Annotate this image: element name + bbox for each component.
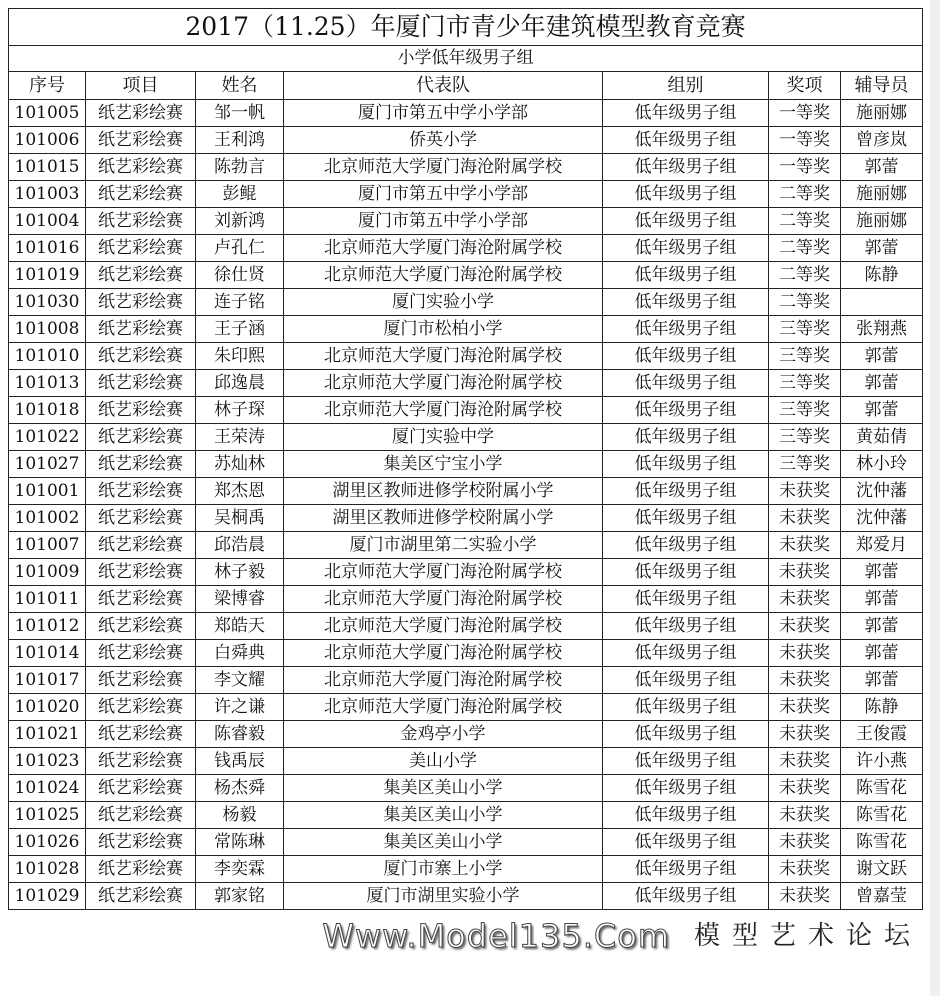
table-cell: 纸艺彩绘赛 — [86, 883, 196, 910]
table-cell: 厦门市湖里第二实验小学 — [284, 532, 603, 559]
table-cell: 未获奖 — [769, 559, 841, 586]
column-header: 项目 — [86, 72, 196, 100]
table-cell: 三等奖 — [769, 397, 841, 424]
table-cell: 美山小学 — [284, 748, 603, 775]
table-cell: 北京师范大学厦门海沧附属学校 — [284, 667, 603, 694]
table-cell: 未获奖 — [769, 586, 841, 613]
table-cell: 纸艺彩绘赛 — [86, 289, 196, 316]
table-row — [9, 667, 923, 694]
column-header: 序号 — [9, 72, 86, 100]
table-cell: 未获奖 — [769, 721, 841, 748]
table-cell: 施丽娜 — [841, 208, 923, 235]
table-row — [9, 424, 923, 451]
table-cell: 纸艺彩绘赛 — [86, 370, 196, 397]
table-cell: 厦门市第五中学小学部 — [284, 208, 603, 235]
table-cell: 北京师范大学厦门海沧附属学校 — [284, 613, 603, 640]
table-cell: 纸艺彩绘赛 — [86, 667, 196, 694]
table-cell: 纸艺彩绘赛 — [86, 505, 196, 532]
table-cell: 王荣涛 — [196, 424, 284, 451]
table-cell: 郭蕾 — [841, 154, 923, 181]
table-cell: 集美区美山小学 — [284, 802, 603, 829]
table-cell: 低年级男子组 — [603, 748, 769, 775]
table-cell: 郭家铭 — [196, 883, 284, 910]
table-row — [9, 721, 923, 748]
page-title: 2017（11.25）年厦门市青少年建筑模型教育竞赛 — [9, 9, 923, 46]
table-cell: 低年级男子组 — [603, 100, 769, 127]
table-cell: 101015 — [9, 154, 86, 181]
table-cell: 101023 — [9, 748, 86, 775]
table-cell: 北京师范大学厦门海沧附属学校 — [284, 397, 603, 424]
table-cell: 低年级男子组 — [603, 775, 769, 802]
table-cell: 二等奖 — [769, 208, 841, 235]
table-cell: 101025 — [9, 802, 86, 829]
table-cell: 厦门市湖里实验小学 — [284, 883, 603, 910]
table-cell: 苏灿林 — [196, 451, 284, 478]
table-cell: 施丽娜 — [841, 100, 923, 127]
table-cell: 许之谦 — [196, 694, 284, 721]
table-cell: 未获奖 — [769, 613, 841, 640]
table-cell: 一等奖 — [769, 100, 841, 127]
table-cell: 纸艺彩绘赛 — [86, 802, 196, 829]
table-cell: 常陈琳 — [196, 829, 284, 856]
table-cell: 纸艺彩绘赛 — [86, 424, 196, 451]
table-row — [9, 316, 923, 343]
table-cell: 集美区宁宝小学 — [284, 451, 603, 478]
table-cell: 梁博睿 — [196, 586, 284, 613]
table-cell: 纸艺彩绘赛 — [86, 181, 196, 208]
table-cell: 纸艺彩绘赛 — [86, 829, 196, 856]
table-cell: 未获奖 — [769, 478, 841, 505]
table-row — [9, 694, 923, 721]
table-cell: 北京师范大学厦门海沧附属学校 — [284, 235, 603, 262]
table-cell: 北京师范大学厦门海沧附属学校 — [284, 559, 603, 586]
table-cell: 低年级男子组 — [603, 127, 769, 154]
table-cell: 纸艺彩绘赛 — [86, 640, 196, 667]
table-cell: 林小玲 — [841, 451, 923, 478]
table-cell: 纸艺彩绘赛 — [86, 856, 196, 883]
table-cell: 三等奖 — [769, 370, 841, 397]
table-cell: 郭蕾 — [841, 559, 923, 586]
table-cell: 王俊霞 — [841, 721, 923, 748]
table-cell: 施丽娜 — [841, 181, 923, 208]
table-cell: 北京师范大学厦门海沧附属学校 — [284, 640, 603, 667]
column-header: 组别 — [603, 72, 769, 100]
table-cell: 101014 — [9, 640, 86, 667]
table-row — [9, 343, 923, 370]
watermark — [8, 916, 922, 956]
table-row — [9, 100, 923, 127]
table-cell: 101022 — [9, 424, 86, 451]
table-cell: 低年级男子组 — [603, 424, 769, 451]
column-header: 奖项 — [769, 72, 841, 100]
header-row — [9, 72, 923, 100]
table-cell: 陈静 — [841, 262, 923, 289]
table-cell: 未获奖 — [769, 856, 841, 883]
table-cell: 郭蕾 — [841, 370, 923, 397]
table-cell: 101029 — [9, 883, 86, 910]
table-cell: 低年级男子组 — [603, 154, 769, 181]
table-cell: 陈睿毅 — [196, 721, 284, 748]
table-cell: 郭蕾 — [841, 397, 923, 424]
table-cell: 北京师范大学厦门海沧附属学校 — [284, 262, 603, 289]
table-cell: 101027 — [9, 451, 86, 478]
table-cell: 二等奖 — [769, 181, 841, 208]
column-header: 姓名 — [196, 72, 284, 100]
table-cell: 郭蕾 — [841, 667, 923, 694]
table-cell: 厦门实验小学 — [284, 289, 603, 316]
table-cell: 白舜典 — [196, 640, 284, 667]
table-cell: 低年级男子组 — [603, 721, 769, 748]
table-cell: 林子毅 — [196, 559, 284, 586]
table-cell: 二等奖 — [769, 262, 841, 289]
table-cell: 卢孔仁 — [196, 235, 284, 262]
table-cell: 低年级男子组 — [603, 235, 769, 262]
table-cell: 低年级男子组 — [603, 478, 769, 505]
table-cell: 纸艺彩绘赛 — [86, 559, 196, 586]
column-header: 代表队 — [284, 72, 603, 100]
table-cell: 杨毅 — [196, 802, 284, 829]
table-cell: 纸艺彩绘赛 — [86, 154, 196, 181]
table-cell: 纸艺彩绘赛 — [86, 343, 196, 370]
table-cell: 北京师范大学厦门海沧附属学校 — [284, 154, 603, 181]
table-cell: 未获奖 — [769, 532, 841, 559]
table-cell: 纸艺彩绘赛 — [86, 748, 196, 775]
table-cell: 厦门市松柏小学 — [284, 316, 603, 343]
table-cell: 三等奖 — [769, 343, 841, 370]
table-cell — [841, 289, 923, 316]
table-cell: 101018 — [9, 397, 86, 424]
table-cell: 低年级男子组 — [603, 586, 769, 613]
table-cell: 101024 — [9, 775, 86, 802]
table-cell: 101002 — [9, 505, 86, 532]
table-cell: 李奕霖 — [196, 856, 284, 883]
table-cell: 郭蕾 — [841, 613, 923, 640]
table-row — [9, 451, 923, 478]
table-cell: 北京师范大学厦门海沧附属学校 — [284, 370, 603, 397]
results-table — [8, 8, 923, 910]
table-cell: 吴桐禹 — [196, 505, 284, 532]
table-cell: 郭蕾 — [841, 586, 923, 613]
table-cell: 曾嘉莹 — [841, 883, 923, 910]
table-cell: 三等奖 — [769, 316, 841, 343]
table-cell: 侨英小学 — [284, 127, 603, 154]
table-cell: 低年级男子组 — [603, 370, 769, 397]
table-cell: 低年级男子组 — [603, 343, 769, 370]
table-cell: 未获奖 — [769, 667, 841, 694]
table-cell: 纸艺彩绘赛 — [86, 721, 196, 748]
table-row — [9, 640, 923, 667]
table-cell: 低年级男子组 — [603, 559, 769, 586]
table-cell: 郑皓天 — [196, 613, 284, 640]
table-cell: 101013 — [9, 370, 86, 397]
table-cell: 低年级男子组 — [603, 208, 769, 235]
table-cell: 101001 — [9, 478, 86, 505]
table-row — [9, 829, 923, 856]
table-cell: 集美区美山小学 — [284, 829, 603, 856]
table-row — [9, 532, 923, 559]
table-cell: 一等奖 — [769, 127, 841, 154]
page-edge — [930, 0, 940, 996]
table-cell: 郭蕾 — [841, 640, 923, 667]
table-cell: 谢文跃 — [841, 856, 923, 883]
table-cell: 连子铭 — [196, 289, 284, 316]
table-cell: 101017 — [9, 667, 86, 694]
table-cell: 101012 — [9, 613, 86, 640]
table-cell: 101011 — [9, 586, 86, 613]
table-row — [9, 370, 923, 397]
table-row — [9, 748, 923, 775]
table-row — [9, 235, 923, 262]
watermark-url: Www.Model135.Com — [322, 917, 670, 955]
table-cell: 厦门市第五中学小学部 — [284, 181, 603, 208]
table-cell: 纸艺彩绘赛 — [86, 478, 196, 505]
table-cell: 101016 — [9, 235, 86, 262]
table-cell: 沈仲藩 — [841, 505, 923, 532]
table-row — [9, 802, 923, 829]
table-row — [9, 505, 923, 532]
table-cell: 纸艺彩绘赛 — [86, 262, 196, 289]
table-cell: 101019 — [9, 262, 86, 289]
table-cell: 陈静 — [841, 694, 923, 721]
table-cell: 陈勃言 — [196, 154, 284, 181]
table-cell: 曾彦岚 — [841, 127, 923, 154]
table-cell: 101007 — [9, 532, 86, 559]
table-cell: 北京师范大学厦门海沧附属学校 — [284, 694, 603, 721]
table-cell: 北京师范大学厦门海沧附属学校 — [284, 586, 603, 613]
table-cell: 纸艺彩绘赛 — [86, 613, 196, 640]
table-row — [9, 856, 923, 883]
column-header: 辅导员 — [841, 72, 923, 100]
table-cell: 101008 — [9, 316, 86, 343]
table-cell: 低年级男子组 — [603, 613, 769, 640]
table-cell: 纸艺彩绘赛 — [86, 127, 196, 154]
table-cell: 陈雪花 — [841, 829, 923, 856]
table-cell: 纸艺彩绘赛 — [86, 316, 196, 343]
table-cell: 101026 — [9, 829, 86, 856]
table-cell: 纸艺彩绘赛 — [86, 532, 196, 559]
table-cell: 一等奖 — [769, 154, 841, 181]
table-row — [9, 775, 923, 802]
table-cell: 刘新鸿 — [196, 208, 284, 235]
table-cell: 纸艺彩绘赛 — [86, 208, 196, 235]
table-row — [9, 262, 923, 289]
table-cell: 未获奖 — [769, 748, 841, 775]
watermark-forum: 模型艺术论坛 — [693, 921, 922, 951]
table-cell: 101010 — [9, 343, 86, 370]
table-row — [9, 127, 923, 154]
table-cell: 101009 — [9, 559, 86, 586]
table-cell: 未获奖 — [769, 829, 841, 856]
table-cell: 101004 — [9, 208, 86, 235]
table-cell: 邱浩晨 — [196, 532, 284, 559]
table-cell: 纸艺彩绘赛 — [86, 775, 196, 802]
table-cell: 低年级男子组 — [603, 532, 769, 559]
table-cell: 未获奖 — [769, 883, 841, 910]
table-cell: 郭蕾 — [841, 235, 923, 262]
table-cell: 陈雪花 — [841, 775, 923, 802]
table-cell: 101005 — [9, 100, 86, 127]
table-cell: 低年级男子组 — [603, 262, 769, 289]
table-cell: 陈雪花 — [841, 802, 923, 829]
table-cell: 未获奖 — [769, 802, 841, 829]
table-cell: 三等奖 — [769, 424, 841, 451]
table-cell: 低年级男子组 — [603, 694, 769, 721]
table-row — [9, 397, 923, 424]
group-subtitle: 小学低年级男子组 — [9, 46, 923, 72]
table-cell: 郑爱月 — [841, 532, 923, 559]
table-cell: 杨杰舜 — [196, 775, 284, 802]
table-cell: 低年级男子组 — [603, 883, 769, 910]
table-cell: 二等奖 — [769, 289, 841, 316]
table-row — [9, 559, 923, 586]
table-cell: 三等奖 — [769, 451, 841, 478]
table-cell: 低年级男子组 — [603, 289, 769, 316]
table-row — [9, 208, 923, 235]
table-cell: 王子涵 — [196, 316, 284, 343]
table-cell: 101021 — [9, 721, 86, 748]
table-row — [9, 154, 923, 181]
table-row — [9, 478, 923, 505]
table-cell: 李文耀 — [196, 667, 284, 694]
table-cell: 纸艺彩绘赛 — [86, 586, 196, 613]
table-cell: 低年级男子组 — [603, 505, 769, 532]
table-cell: 集美区美山小学 — [284, 775, 603, 802]
table-cell: 纸艺彩绘赛 — [86, 451, 196, 478]
table-row — [9, 613, 923, 640]
table-cell: 低年级男子组 — [603, 667, 769, 694]
table-cell: 厦门实验中学 — [284, 424, 603, 451]
table-cell: 纸艺彩绘赛 — [86, 235, 196, 262]
table-cell: 许小燕 — [841, 748, 923, 775]
table-cell: 厦门市第五中学小学部 — [284, 100, 603, 127]
table-cell: 北京师范大学厦门海沧附属学校 — [284, 343, 603, 370]
table-cell: 纸艺彩绘赛 — [86, 397, 196, 424]
table-cell: 金鸡亭小学 — [284, 721, 603, 748]
table-cell: 彭鲲 — [196, 181, 284, 208]
table-cell: 低年级男子组 — [603, 397, 769, 424]
table-cell: 二等奖 — [769, 235, 841, 262]
table-cell: 徐仕贤 — [196, 262, 284, 289]
table-cell: 未获奖 — [769, 505, 841, 532]
table-cell: 101028 — [9, 856, 86, 883]
table-cell: 邱逸晨 — [196, 370, 284, 397]
table-cell: 101003 — [9, 181, 86, 208]
table-cell: 101030 — [9, 289, 86, 316]
table-row — [9, 289, 923, 316]
table-cell: 沈仲藩 — [841, 478, 923, 505]
table-row — [9, 181, 923, 208]
table-cell: 张翔燕 — [841, 316, 923, 343]
table-cell: 低年级男子组 — [603, 802, 769, 829]
table-cell: 黄茹倩 — [841, 424, 923, 451]
table-cell: 101006 — [9, 127, 86, 154]
table-cell: 低年级男子组 — [603, 451, 769, 478]
table-cell: 郑杰恩 — [196, 478, 284, 505]
table-cell: 厦门市寨上小学 — [284, 856, 603, 883]
table-cell: 低年级男子组 — [603, 856, 769, 883]
table-cell: 低年级男子组 — [603, 640, 769, 667]
table-cell: 湖里区教师进修学校附属小学 — [284, 505, 603, 532]
table-cell: 未获奖 — [769, 694, 841, 721]
table-row — [9, 883, 923, 910]
table-cell: 低年级男子组 — [603, 829, 769, 856]
table-cell: 朱印熙 — [196, 343, 284, 370]
table-cell: 王利鸿 — [196, 127, 284, 154]
table-cell: 纸艺彩绘赛 — [86, 694, 196, 721]
table-cell: 邹一帆 — [196, 100, 284, 127]
table-cell: 钱禹辰 — [196, 748, 284, 775]
table-cell: 101020 — [9, 694, 86, 721]
table-cell: 低年级男子组 — [603, 316, 769, 343]
table-cell: 林子琛 — [196, 397, 284, 424]
table-cell: 未获奖 — [769, 775, 841, 802]
table-cell: 纸艺彩绘赛 — [86, 100, 196, 127]
table-row — [9, 586, 923, 613]
table-cell: 未获奖 — [769, 640, 841, 667]
table-cell: 低年级男子组 — [603, 181, 769, 208]
table-cell: 湖里区教师进修学校附属小学 — [284, 478, 603, 505]
table-cell: 郭蕾 — [841, 343, 923, 370]
